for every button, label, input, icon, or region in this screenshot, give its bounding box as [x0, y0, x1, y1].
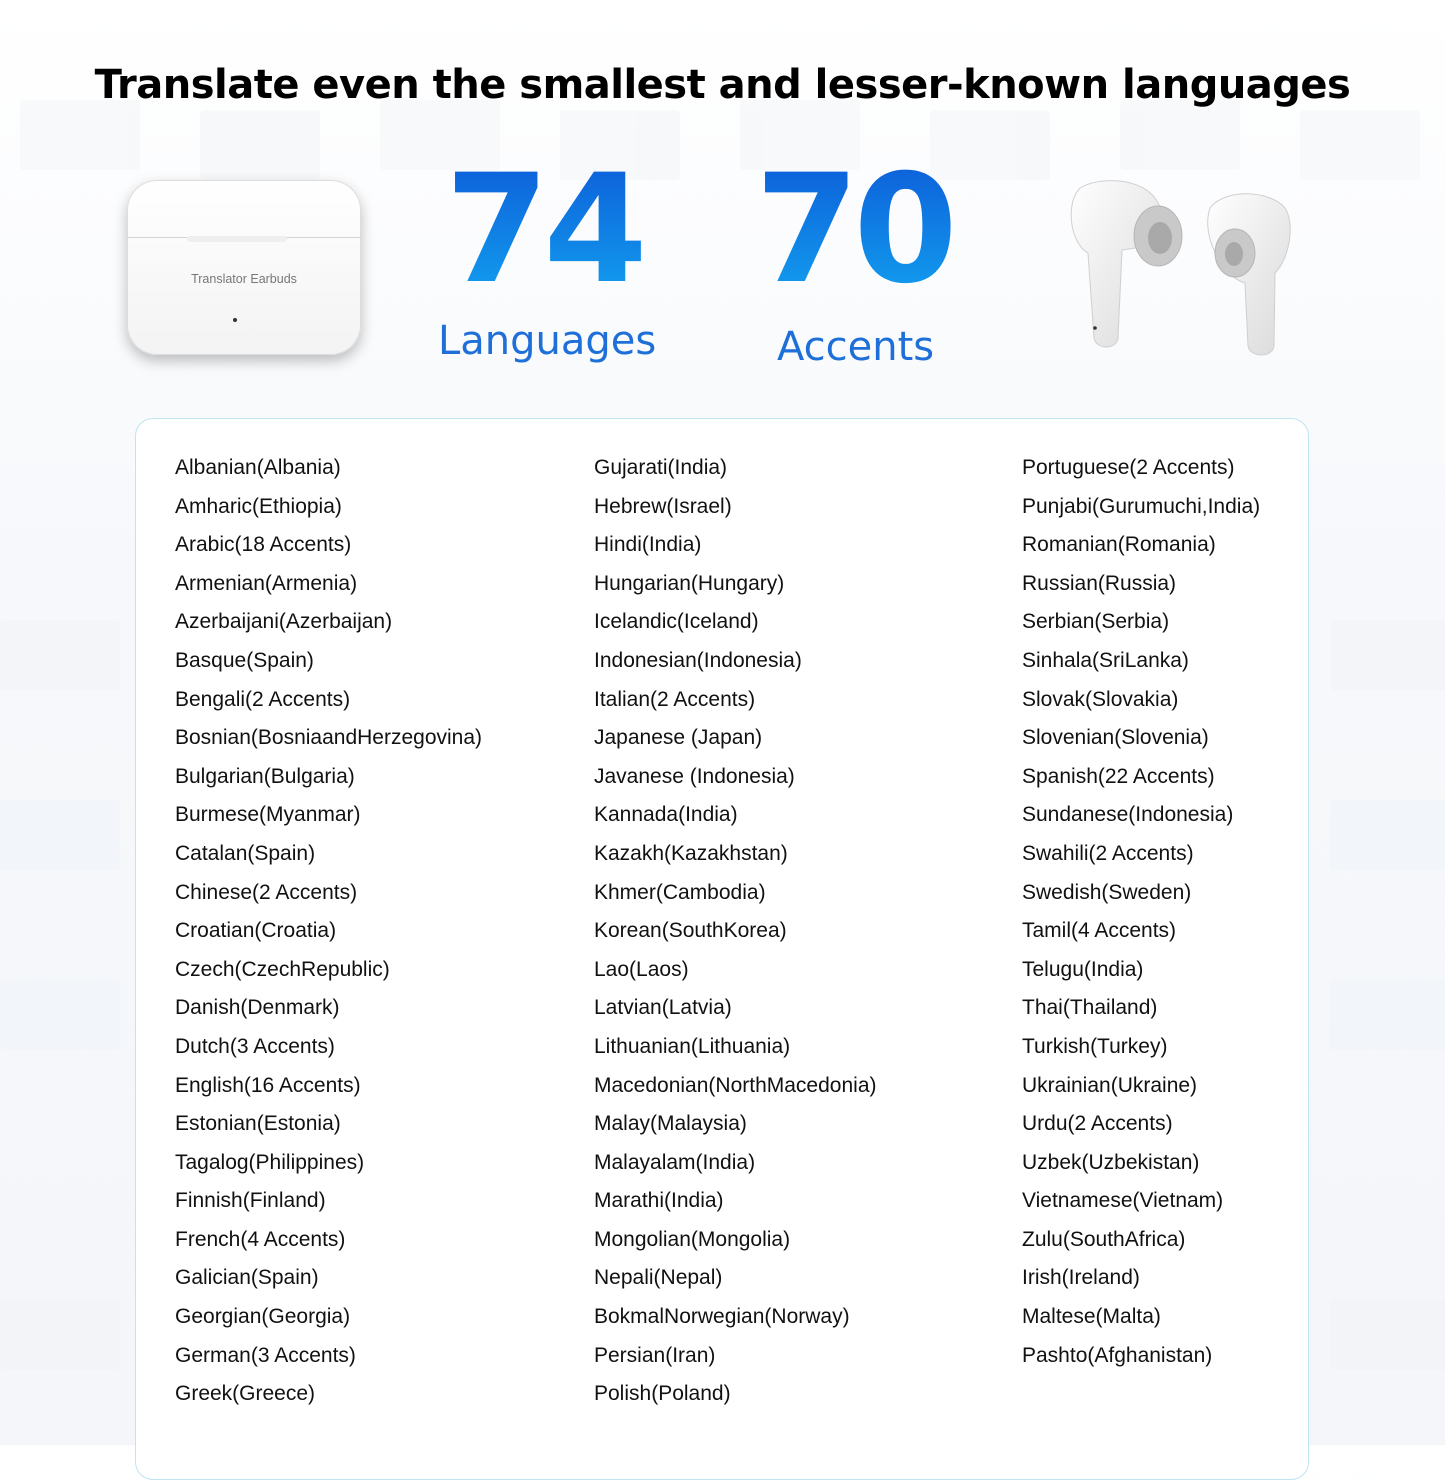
- language-item: Italian(2 Accents): [594, 687, 756, 711]
- language-item: Hindi(India): [594, 533, 702, 557]
- accents-count: 70: [755, 143, 952, 317]
- language-item: Bulgarian(Bulgaria): [175, 764, 355, 788]
- language-item: Icelandic(Iceland): [594, 610, 759, 634]
- language-item: Catalan(Spain): [175, 841, 316, 865]
- language-item: Serbian(Serbia): [1022, 610, 1170, 634]
- language-item: Kannada(India): [594, 803, 738, 827]
- language-item: Basque(Spain): [175, 648, 314, 672]
- language-item: Swedish(Sweden): [1022, 880, 1192, 904]
- language-item: Armenian(Armenia): [175, 571, 358, 595]
- language-item: Javanese (Indonesia): [594, 764, 795, 788]
- language-item: Tamil(4 Accents): [1022, 919, 1177, 943]
- language-item: Latvian(Latvia): [594, 996, 732, 1020]
- language-item: Galician(Spain): [175, 1266, 319, 1290]
- language-item: Danish(Denmark): [175, 996, 340, 1020]
- language-item: Malayalam(India): [594, 1150, 756, 1174]
- language-item: BokmalNorwegian(Norway): [594, 1305, 850, 1329]
- language-item: German(3 Accents): [175, 1343, 356, 1367]
- language-item: Dutch(3 Accents): [175, 1034, 335, 1058]
- language-item: Estonian(Estonia): [175, 1112, 341, 1136]
- language-item: Nepali(Nepal): [594, 1266, 723, 1290]
- language-item: Czech(CzechRepublic): [175, 957, 390, 981]
- language-item: Telugu(India): [1022, 957, 1144, 981]
- earbuds-image: [1060, 178, 1300, 363]
- language-item: Albanian(Albania): [175, 456, 341, 479]
- language-item: Punjabi(Gurumuchi,India): [1022, 494, 1261, 518]
- language-column-1: [175, 449, 482, 1414]
- language-item: Pashto(Afghanistan): [1022, 1343, 1213, 1367]
- accents-label: Accents: [777, 324, 935, 370]
- language-item: Kazakh(Kazakhstan): [594, 841, 788, 865]
- language-item: Bosnian(BosniaandHerzegovina): [175, 726, 483, 750]
- case-label: Translator Earbuds: [191, 272, 297, 286]
- language-item: Slovenian(Slovenia): [1022, 726, 1209, 750]
- language-item: Burmese(Myanmar): [175, 803, 361, 827]
- language-item: Lao(Laos): [594, 957, 689, 981]
- language-item: Ukrainian(Ukraine): [1022, 1073, 1198, 1097]
- language-item: Turkish(Turkey): [1022, 1034, 1168, 1058]
- language-item: Vietnamese(Vietnam): [1022, 1189, 1224, 1213]
- language-item: English(16 Accents): [175, 1073, 361, 1097]
- language-item: Croatian(Croatia): [175, 919, 337, 943]
- language-item: Hungarian(Hungary): [594, 571, 785, 595]
- language-item: Tagalog(Philippines): [175, 1150, 365, 1174]
- case-led: [233, 318, 237, 322]
- language-item: Zulu(SouthAfrica): [1022, 1227, 1186, 1251]
- language-item: Khmer(Cambodia): [594, 880, 766, 904]
- language-item: Irish(Ireland): [1022, 1266, 1140, 1290]
- language-item: Hebrew(Israel): [594, 494, 732, 518]
- language-column-3: [1022, 449, 1260, 1375]
- language-item: Greek(Greece): [175, 1382, 316, 1406]
- language-item: Marathi(India): [594, 1189, 724, 1213]
- language-item: Russian(Russia): [1022, 571, 1177, 595]
- language-item: Uzbek(Uzbekistan): [1022, 1150, 1200, 1174]
- page-title: Translate even the smallest and lesser-known languages: [94, 62, 1351, 108]
- languages-label: Languages: [438, 318, 657, 364]
- languages-count: 74: [445, 143, 642, 317]
- language-item: Persian(Iran): [594, 1343, 716, 1367]
- language-item: Lithuanian(Lithuania): [594, 1034, 791, 1058]
- language-item: Arabic(18 Accents): [175, 533, 352, 557]
- language-item: Urdu(2 Accents): [1022, 1112, 1173, 1136]
- language-item: French(4 Accents): [175, 1227, 346, 1251]
- language-item: Thai(Thailand): [1022, 996, 1158, 1020]
- language-item: Spanish(22 Accents): [1022, 764, 1215, 788]
- language-item: Sundanese(Indonesia): [1022, 803, 1234, 827]
- language-item: Malay(Malaysia): [594, 1112, 747, 1136]
- charging-case-image: [127, 180, 361, 355]
- language-item: Amharic(Ethiopia): [175, 494, 342, 518]
- language-item: Maltese(Malta): [1022, 1305, 1161, 1329]
- language-item: Azerbaijani(Azerbaijan): [175, 610, 393, 634]
- language-item: Korean(SouthKorea): [594, 919, 787, 943]
- language-item: Slovak(Slovakia): [1022, 687, 1179, 711]
- language-item: Georgian(Georgia): [175, 1305, 351, 1329]
- language-item: Polish(Poland): [594, 1382, 731, 1406]
- language-item: Japanese (Japan): [594, 726, 763, 750]
- language-item: Gujarati(India): [594, 456, 728, 479]
- language-column-2: [594, 449, 877, 1414]
- language-item: Bengali(2 Accents): [175, 687, 351, 711]
- language-item: Macedonian(NorthMacedonia): [594, 1073, 877, 1097]
- language-item: Indonesian(Indonesia): [594, 648, 802, 672]
- language-item: Mongolian(Mongolia): [594, 1227, 791, 1251]
- language-item: Portuguese(2 Accents): [1022, 456, 1235, 479]
- language-item: Swahili(2 Accents): [1022, 841, 1194, 865]
- language-item: Chinese(2 Accents): [175, 880, 358, 904]
- language-item: Finnish(Finland): [175, 1189, 326, 1213]
- language-item: Sinhala(SriLanka): [1022, 648, 1189, 672]
- language-item: Romanian(Romania): [1022, 533, 1216, 557]
